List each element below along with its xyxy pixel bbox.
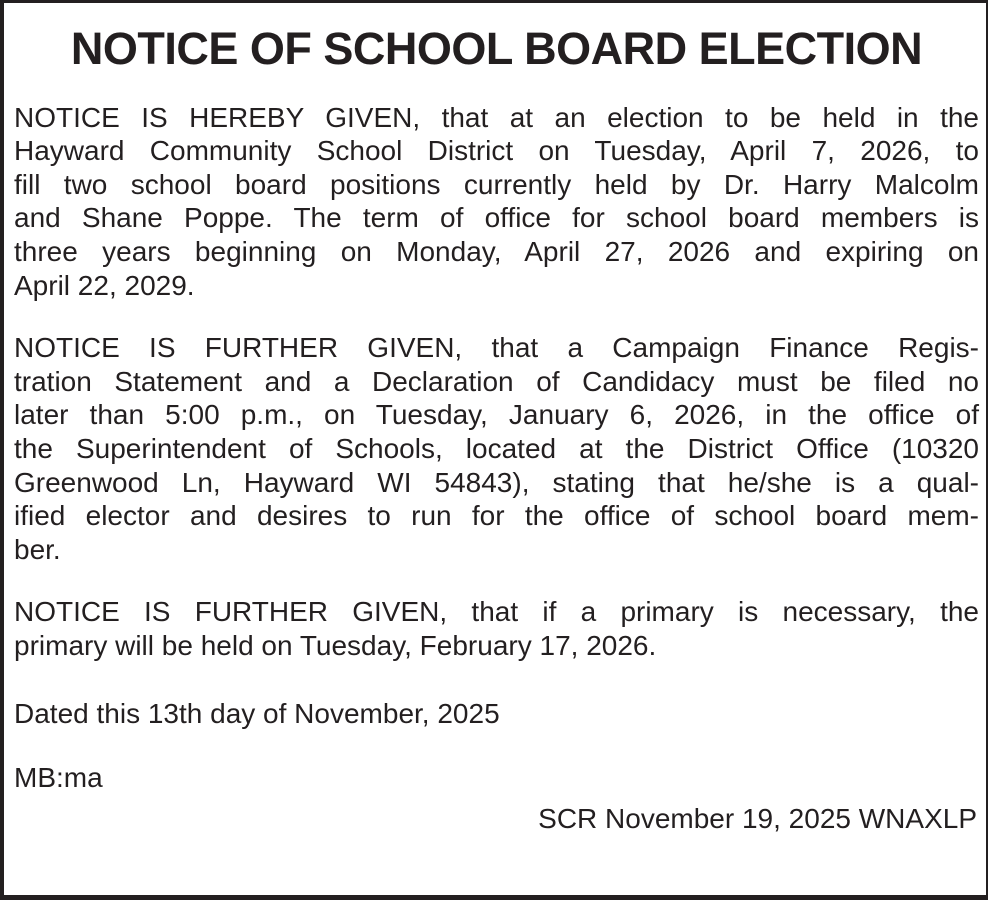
text-line: ified elector and desires to run for the office of school board mem-: [14, 500, 979, 532]
typist-initials: MB:ma: [14, 762, 103, 794]
text-line: fill two school board positions currently held by Dr. Harry Malcolm: [14, 168, 979, 200]
notice-body: [14, 101, 979, 663]
publication-line: SCR November 19, 2025 WNAXLP: [538, 802, 977, 834]
text-line: Hayward Community School District on Tuesday, April 7, 2026, to: [14, 135, 979, 167]
text-line: primary will be held on Tuesday, February 17, 2026.: [14, 629, 657, 661]
notice-paragraph: [14, 331, 979, 566]
text-line: NOTICE IS FURTHER GIVEN, that a Campaign Finance Regis-: [14, 332, 979, 364]
text-line: April 22, 2029.: [14, 269, 195, 301]
notice-paragraph: [14, 101, 979, 303]
text-line: ber.: [14, 533, 61, 565]
text-line: and Shane Poppe. The term of office for school board members is: [14, 202, 979, 234]
text-line: later than 5:00 p.m., on Tuesday, January 6, 2026, in the office of: [14, 399, 979, 431]
text-line: three years beginning on Monday, April 27, 2026 and expiring on: [14, 235, 979, 267]
text-line: tration Statement and a Declaration of Candidacy must be filed no: [14, 365, 979, 397]
text-line: the Superintendent of Schools, located at the District Office (10320: [14, 432, 979, 464]
text-line: Greenwood Ln, Hayward WI 54843), stating that he/she is a qual-: [14, 466, 979, 498]
text-line: NOTICE IS FURTHER GIVEN, that if a primary is necessary, the: [14, 596, 979, 628]
text-line: NOTICE IS HEREBY GIVEN, that at an election to be held in the: [14, 101, 979, 133]
notice-title: NOTICE OF SCHOOL BOARD ELECTION: [70, 23, 923, 74]
dated-line: Dated this 13th day of November, 2025: [14, 697, 500, 729]
notice-paragraph: [14, 595, 979, 662]
